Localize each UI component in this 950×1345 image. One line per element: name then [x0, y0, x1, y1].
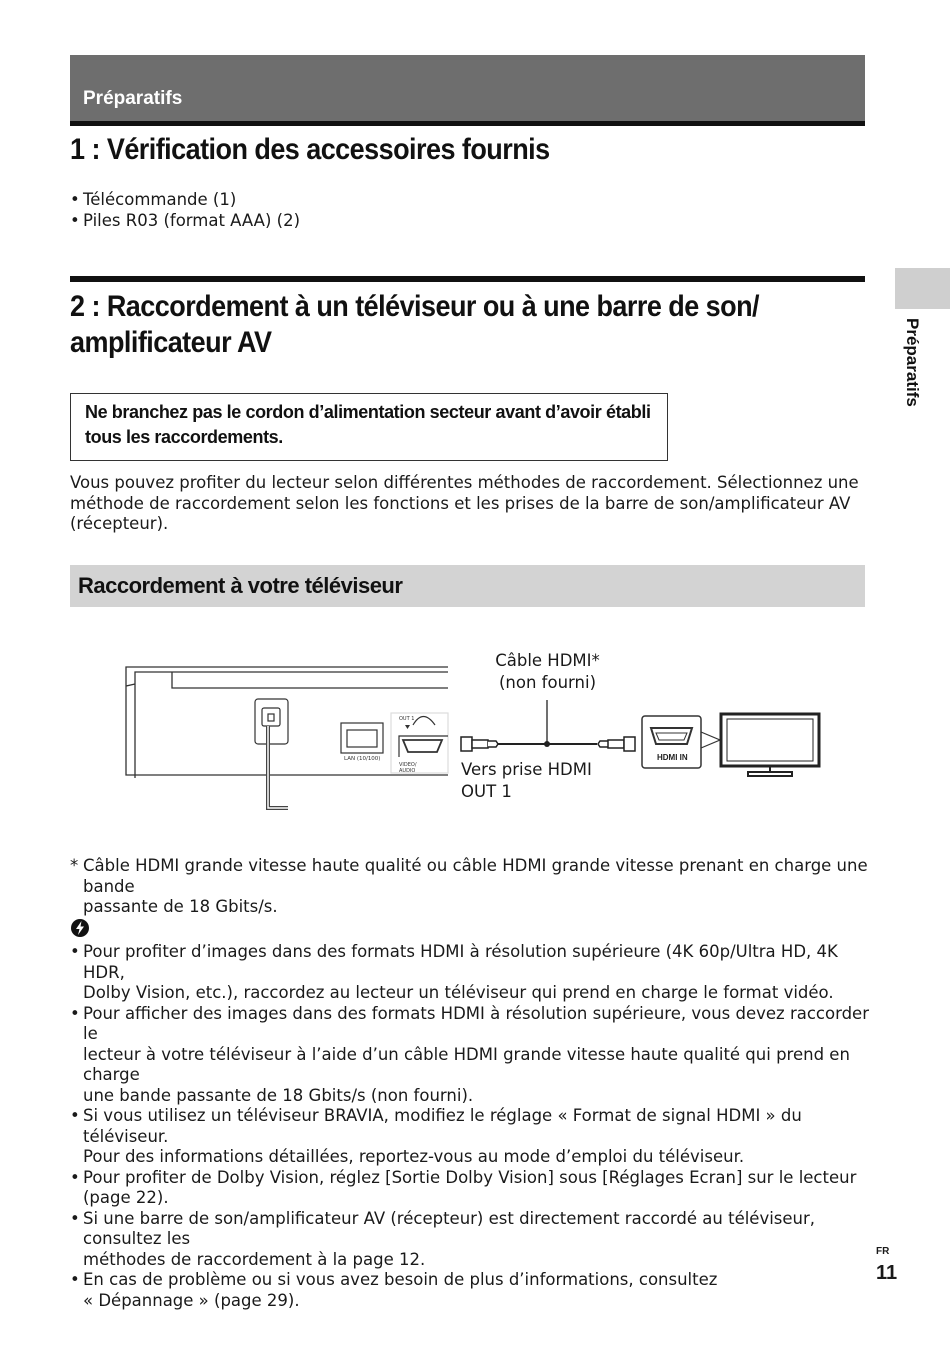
lightning-note-icon [70, 918, 90, 938]
lan-port-icon [341, 723, 383, 753]
list-item: • Télécommande (1) [70, 190, 300, 211]
footnote [83, 856, 873, 918]
cable-label-line: Câble HDMI* [495, 651, 600, 670]
accessories-list [70, 190, 300, 231]
list-item: • Si vous utilisez un téléviseur BRAVIA, modifiez le réglage « Format de signal HDMI » du téléviseur. Pour des informations détaillées, reportez-vous au mode d’emploi du téléviseur. [70, 1106, 870, 1168]
tv-section-heading: Raccordement à votre téléviseur [78, 573, 403, 598]
power-cord [268, 726, 288, 808]
warning-box [70, 393, 668, 461]
footer-lang: FR [876, 1246, 890, 1257]
footnote-line: passante de 18 Gbits/s. [83, 897, 278, 916]
cable-label [490, 651, 605, 693]
out-label: OUT 1 [399, 716, 415, 722]
notes-list [70, 942, 870, 1311]
section-header-bar [70, 55, 865, 126]
footnote-line: Câble HDMI grande vitesse haute qualité ou câble HDMI grande vitesse prenant en charge une bande [83, 856, 868, 896]
list-item: • Pour afficher des images dans des formats HDMI à résolution supérieure, vous devez raccorder le lecteur à votre téléviseur à l’aide d’un câble HDMI grande vitesse haute qualité qui prend en charge une bande passante de 18 Gbits/s (non fourni). [70, 1004, 870, 1107]
step2-title-line2: amplificateur AV [70, 326, 272, 359]
step2-title-line1: 2 : Raccordement à un téléviseur ou à une barre de son/ [70, 290, 760, 323]
port-label-line: Vers prise HDMI [461, 760, 592, 779]
tv-icon [721, 714, 819, 776]
list-item: • Si une barre de son/amplificateur AV (récepteur) est directement raccordé au téléviseur, consultez les méthodes de raccordement à la page 12. [70, 1209, 870, 1271]
step1-title: 1 : Vérification des accessoires fournis [70, 133, 550, 166]
list-item: • Piles R03 (format AAA) (2) [70, 211, 300, 232]
tv-section-heading-bar [70, 565, 865, 607]
power-socket-icon [255, 699, 288, 744]
list-item: • Pour profiter de Dolby Vision, réglez [Sortie Dolby Vision] sous [Réglages Ecran] sur le lecteur (page 22). [70, 1168, 870, 1209]
video-audio-label: AUDIO [399, 768, 416, 774]
warning-line: Ne branchez pas le cordon d’alimentation secteur avant d’avoir établi [85, 402, 651, 422]
section-header-title: Préparatifs [83, 88, 183, 109]
section-rule [70, 276, 865, 282]
footnote-marker: * [70, 856, 79, 875]
hdmi-in-label: HDMI IN [657, 753, 688, 762]
intro-line: méthode de raccordement selon les fonctions et les prises de la barre de son/amplificateur AV [70, 493, 851, 513]
side-tab-label: Préparatifs [903, 318, 922, 407]
port-label-line: OUT 1 [461, 781, 512, 801]
intro-line: (récepteur). [70, 514, 169, 533]
page-number: 11 [876, 1262, 898, 1284]
warning-line: tous les raccordements. [85, 427, 283, 447]
intro-paragraph [70, 473, 870, 535]
side-tab [895, 268, 950, 309]
port-label [461, 760, 592, 802]
lan-label: LAN (10/100) [344, 756, 381, 762]
intro-line: Vous pouvez profiter du lecteur selon différentes méthodes de raccordement. Sélectionnez une [70, 473, 859, 492]
cable-label-line: (non fourni) [498, 672, 597, 692]
video-audio-label: VIDEO/ [399, 762, 417, 768]
list-item: • En cas de problème ou si vous avez besoin de plus d’informations, consultez « Dépannage » (page 29). [70, 1270, 870, 1311]
list-item: • Pour profiter d’images dans des formats HDMI à résolution supérieure (4K 60p/Ultra HD, 4K HDR, Dolby Vision, etc.), raccordez au lecteur un téléviseur qui prend en charge le format vidéo. [70, 942, 870, 1004]
